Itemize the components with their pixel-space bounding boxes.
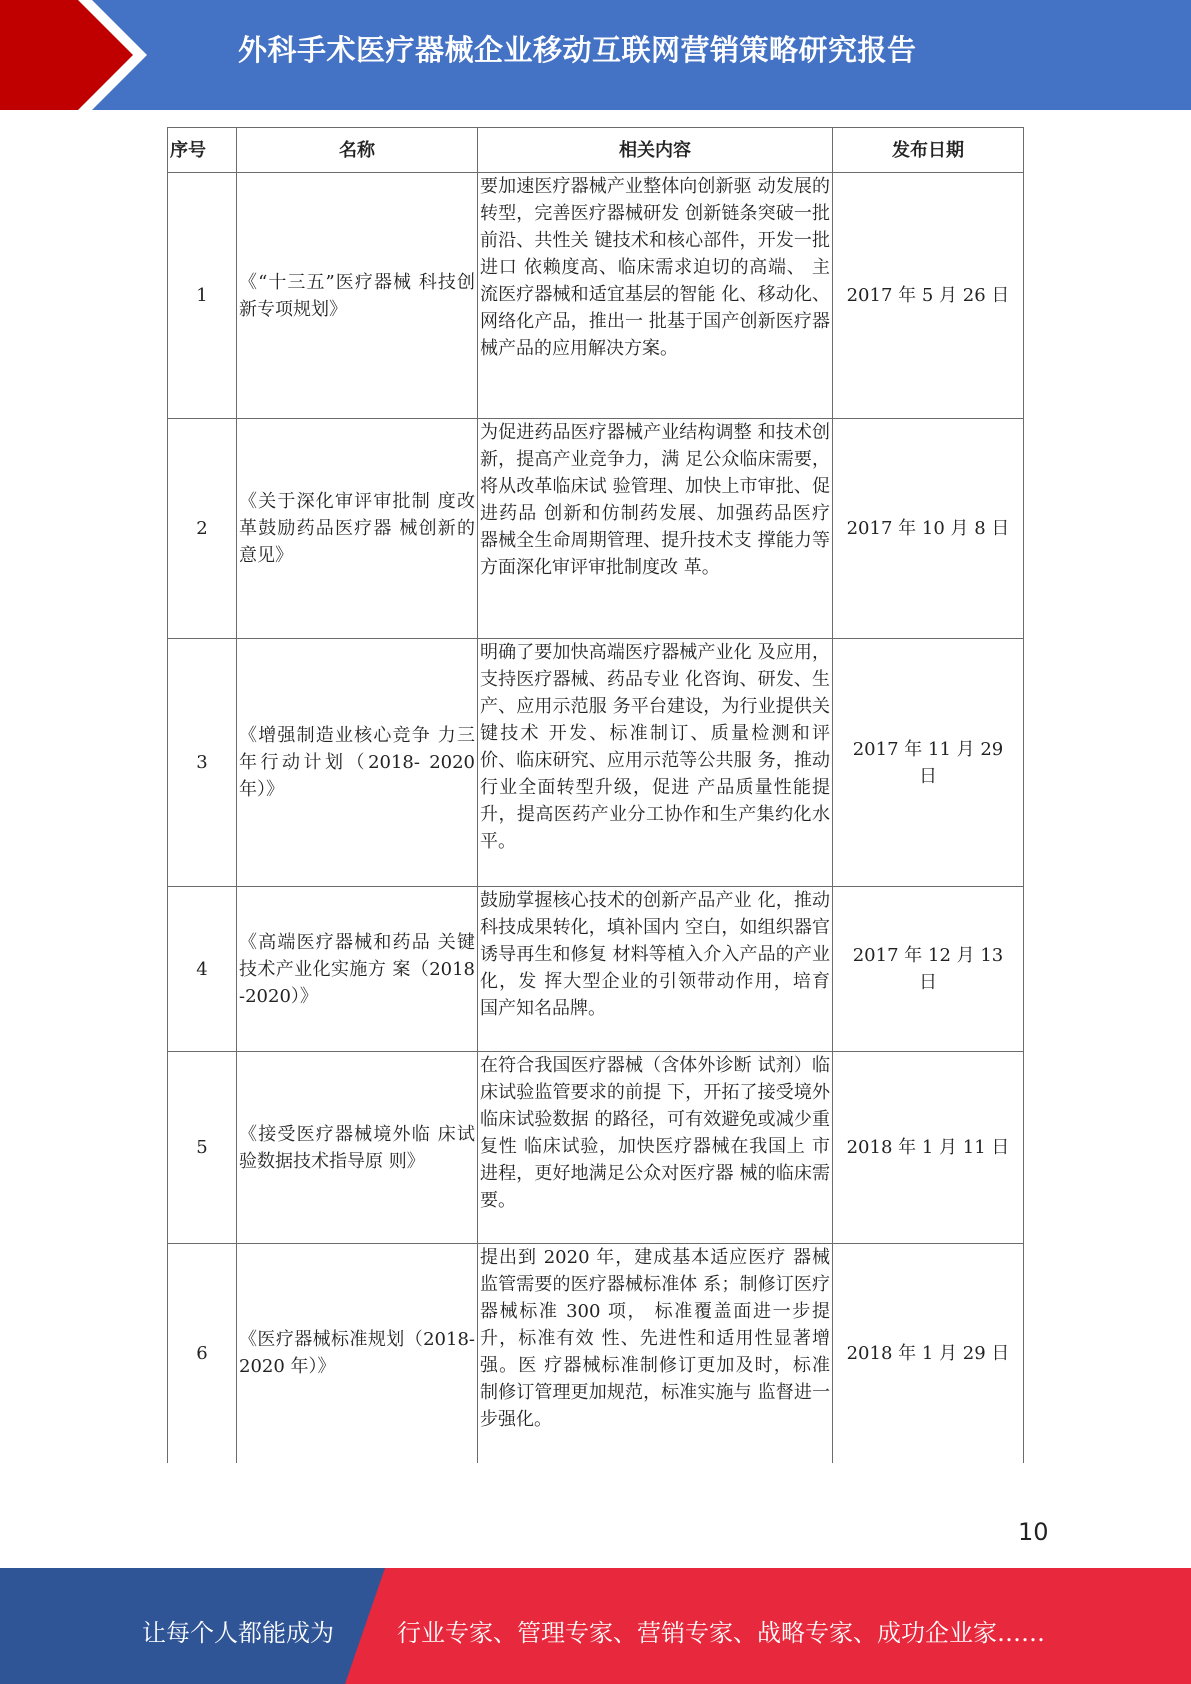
- table-row: [168, 1052, 1024, 1244]
- header-chevron-icon: [0, 0, 160, 110]
- table-header-row: [168, 128, 1024, 173]
- row-no: 1: [168, 173, 237, 419]
- row-date: 2018 年 1 月 29 日: [833, 1244, 1024, 1463]
- table-row: [168, 1244, 1024, 1463]
- row-name: 《医疗器械标准规划（2018-2020 年）》: [237, 1244, 478, 1463]
- policy-table: [167, 127, 1024, 1463]
- table-row: [168, 173, 1024, 419]
- row-name: 《关于深化审评审批制 度改革鼓励药品医疗器 械创新的意见》: [237, 419, 478, 639]
- row-content: 鼓励掌握核心技术的创新产品产业 化，推动科技成果转化，填补国内 空白，如组织器官诱导再生和修复 材料等植入介入产品的产业化，发 挥大型企业的引领带动作用，培育 国产知名品牌。: [478, 887, 833, 1052]
- header-content: 相关内容: [478, 128, 833, 173]
- table-row: [168, 639, 1024, 887]
- row-date: 2017 年 11 月 29 日: [833, 639, 1024, 887]
- row-date: 2017 年 10 月 8 日: [833, 419, 1024, 639]
- report-title: 外科手术医疗器械企业移动互联网营销策略研究报告: [238, 33, 917, 67]
- row-content: 明确了要加快高端医疗器械产业化 及应用，支持医疗器械、药品专业 化咨询、研发、生产、应用示范服 务平台建设，为行业提供关键技术 开发、标准制订、质量检测和评 价、临床研究、应用示范等公共服 务，推动行业全面转型升级，促进 产品质量性能提升，提高医药产业分工协作和生产集约化水平。: [478, 639, 833, 887]
- page-header: [0, 0, 1191, 110]
- row-name: 《“十三五”医疗器械 科技创新专项规划》: [237, 173, 478, 419]
- row-date: 2017 年 12 月 13 日: [833, 887, 1024, 1052]
- row-name: 《增强制造业核心竞争 力三年行动计划（2018- 2020 年）》: [237, 639, 478, 887]
- page-footer: [0, 1568, 1191, 1684]
- row-no: 2: [168, 419, 237, 639]
- row-no: 6: [168, 1244, 237, 1463]
- row-content: 为促进药品医疗器械产业结构调整 和技术创新，提高产业竞争力，满 足公众临床需要，将从改革临床试 验管理、加快上市审批、促进药品 创新和仿制药发展、加强药品医疗 器械全生命周期管理、提升技术支 撑能力等方面深化审评审批制度改 革。: [478, 419, 833, 639]
- footer-slogan-left: 让每个人都能成为: [142, 1619, 334, 1647]
- row-no: 4: [168, 887, 237, 1052]
- page-number: 10: [1018, 1518, 1049, 1546]
- row-date: 2017 年 5 月 26 日: [833, 173, 1024, 419]
- row-content: 要加速医疗器械产业整体向创新驱 动发展的转型，完善医疗器械研发 创新链条突破一批前沿、共性关 键技术和核心部件，开发一批进口 依赖度高、临床需求迫切的高端、 主流医疗器械和适宜基层的智能 化、移动化、网络化产品，推出一 批基于国产创新医疗器械产品的应用解决方案。: [478, 173, 833, 419]
- row-no: 5: [168, 1052, 237, 1244]
- row-content: 在符合我国医疗器械（含体外诊断 试剂）临床试验监管要求的前提 下，开拓了接受境外临床试验数据 的路径，可有效避免或减少重复性 临床试验，加快医疗器械在我国上 市进程，更好地满足公众对医疗器 械的临床需要。: [478, 1052, 833, 1244]
- row-content: 提出到 2020 年，建成基本适应医疗 器械监管需要的医疗器械标准体 系；制修订医疗器械标准 300 项， 标准覆盖面进一步提升，标准有效 性、先进性和适用性显著增强。医 疗器械标准制修订更加及时，标准 制修订管理更加规范，标准实施与 监督进一步强化。: [478, 1244, 833, 1463]
- header-name: 名称: [237, 128, 478, 173]
- row-no: 3: [168, 639, 237, 887]
- table-row: [168, 887, 1024, 1052]
- header-date: 发布日期: [833, 128, 1024, 173]
- table-row: [168, 419, 1024, 639]
- header-no: 序号: [168, 128, 237, 173]
- footer-slogan-right: 行业专家、管理专家、营销专家、战略专家、成功企业家……: [397, 1619, 1045, 1647]
- row-date: 2018 年 1 月 11 日: [833, 1052, 1024, 1244]
- row-name: 《高端医疗器械和药品 关键技术产业化实施方 案（2018-2020）》: [237, 887, 478, 1052]
- row-name: 《接受医疗器械境外临 床试验数据技术指导原 则》: [237, 1052, 478, 1244]
